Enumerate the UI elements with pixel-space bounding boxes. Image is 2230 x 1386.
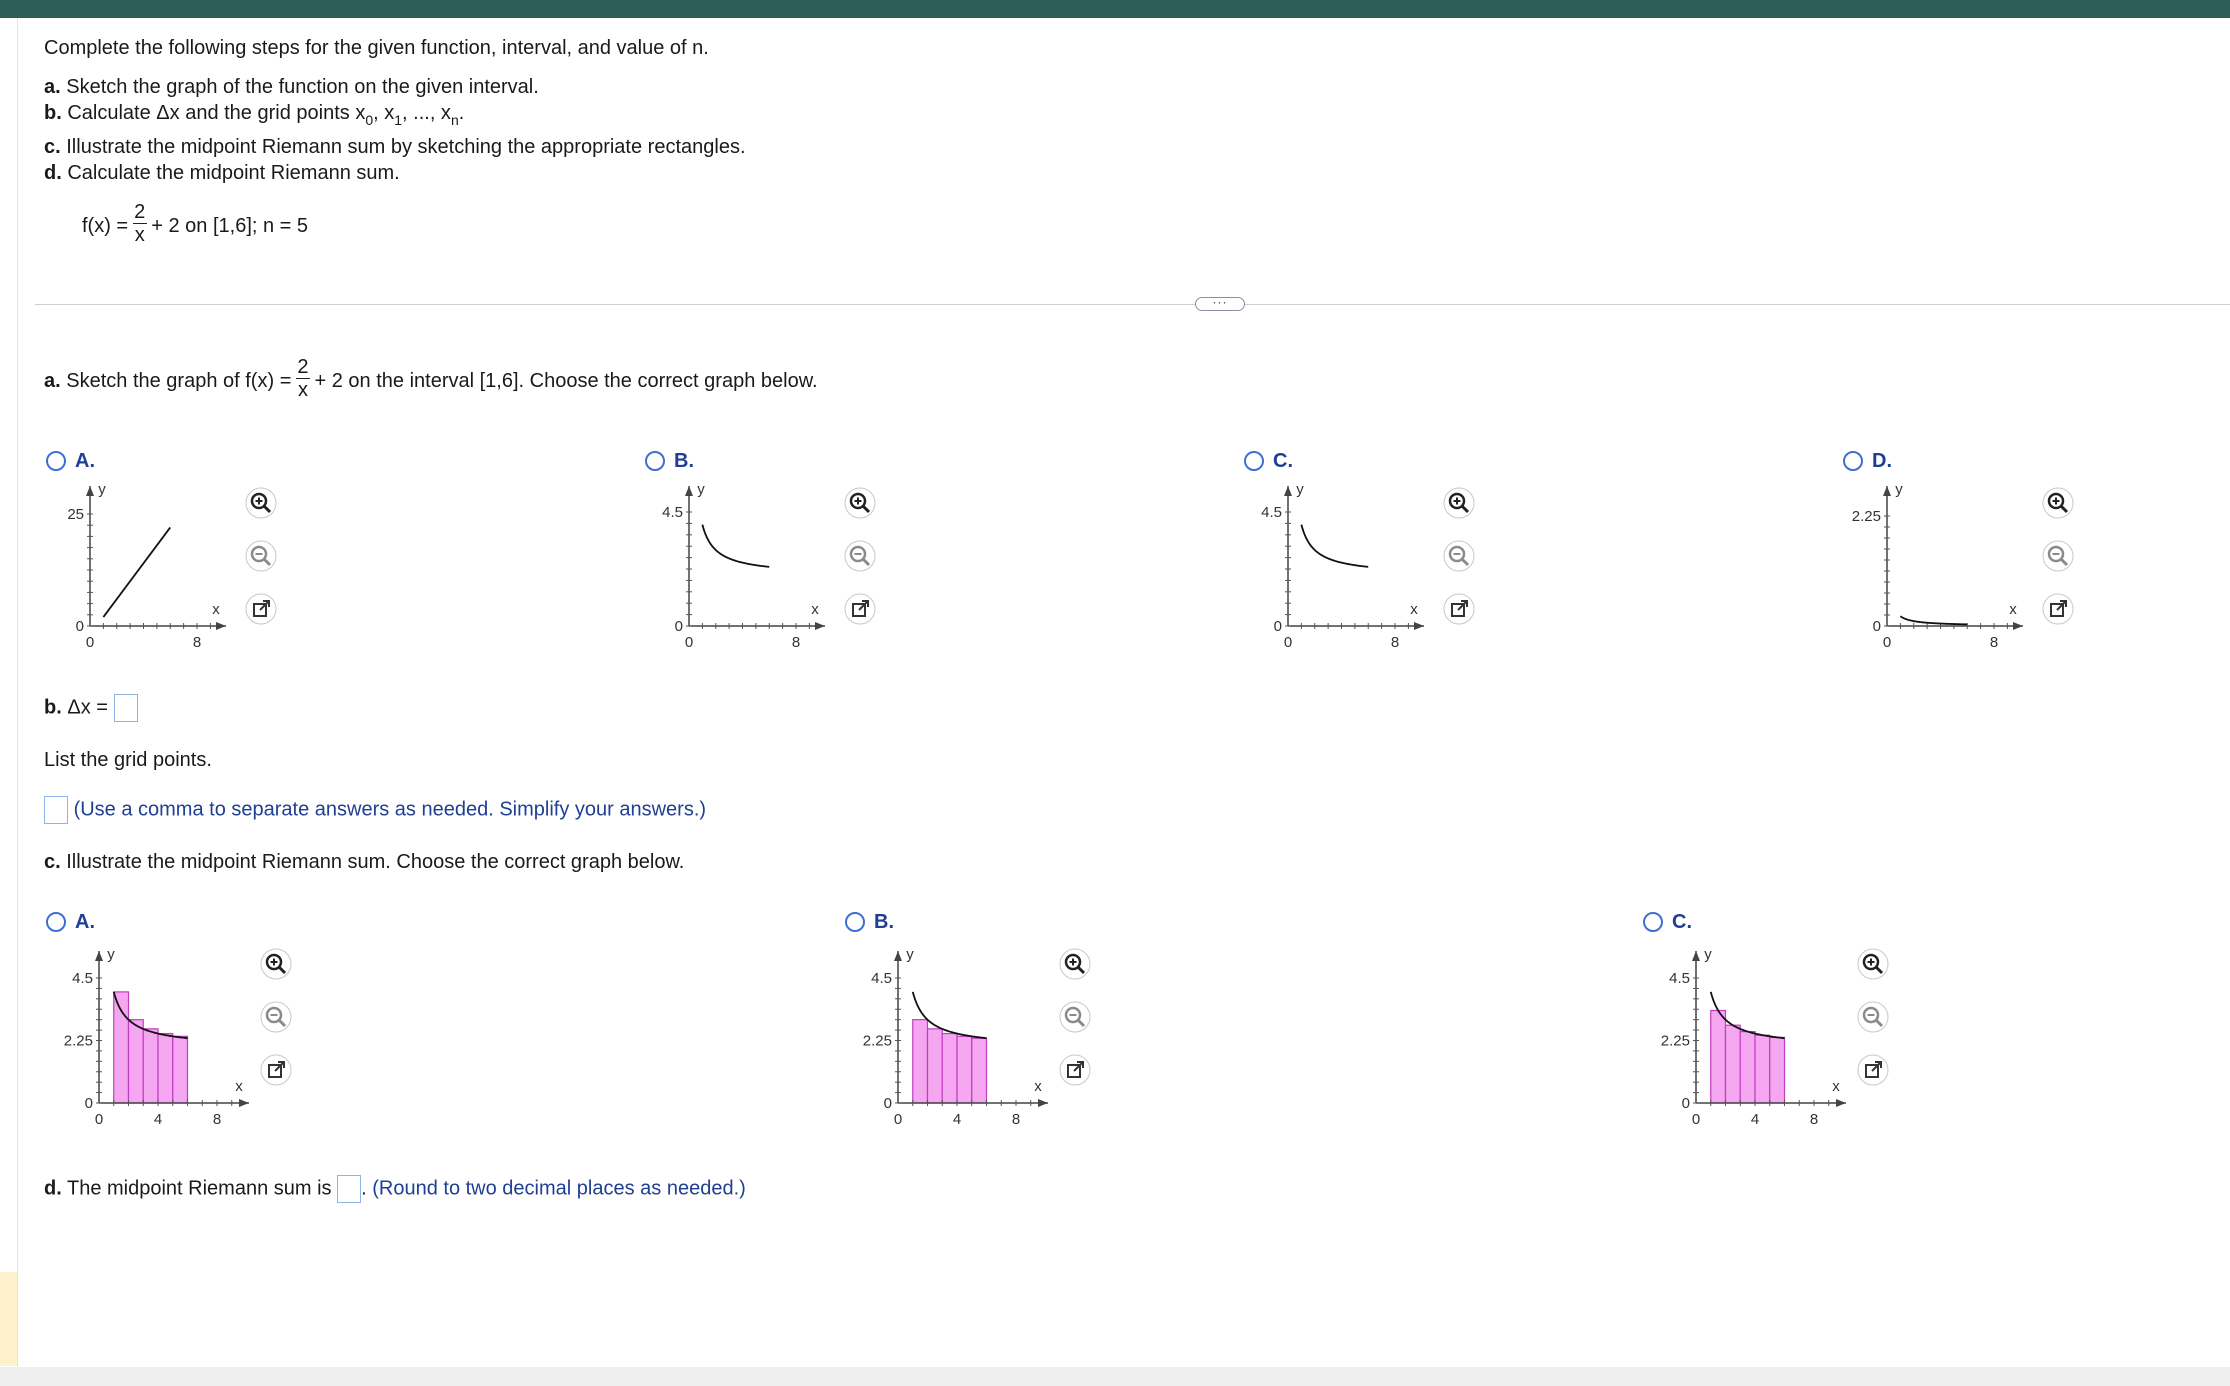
option-label-a: B. [674,450,694,472]
y-tick-label-zero: 0 [1681,1095,1690,1112]
riemann-rectangle [129,1020,144,1103]
zoom-in-icon[interactable] [2041,486,2075,520]
zoom-out-icon[interactable] [244,539,278,573]
grid-points-input[interactable] [44,796,68,824]
option-label-c: A. [75,911,95,933]
x-tick-label-zero: 0 [94,1111,104,1128]
zoom-in-icon[interactable] [843,486,877,520]
y-tick-label-zero: 0 [75,618,84,635]
riemann-rectangle [1726,1025,1741,1103]
y-tick-label-zero: 0 [84,1095,93,1112]
left-rail-highlight [0,1272,17,1366]
riemann-sum-input[interactable] [337,1175,361,1203]
y-axis-label: y [906,946,914,963]
riemann-rectangle [928,1029,943,1103]
y-tick-label-top: 4.5 [1261,504,1282,521]
grid-points-row [44,796,706,824]
x-axis-label: x [235,1078,243,1095]
x-tick-label-zero: 0 [1882,634,1892,651]
graph-c-b [825,945,1065,1135]
part-a-prompt: a. Sketch the graph of f(x) = $\frac{2}{x}$ + 2 on the interval [1,6]. Choose the correct graph below. [44,356,818,401]
popout-icon[interactable] [1058,1053,1092,1087]
step-c: c. Illustrate the midpoint Riemann sum by sketching the appropriate rectangles. [44,136,746,158]
part-a-fraction: $\frac{2}{x}$ [297,356,309,401]
instructions-intro: Complete the following steps for the given function, interval, and value of n. [44,37,709,59]
riemann-sum-hint: (Round to two decimal places as needed.) [372,1177,746,1200]
radio-a-b[interactable] [645,451,665,471]
grid-points-label: List the grid points. [44,749,212,771]
popout-icon[interactable] [2041,592,2075,626]
x-tick-label-zero: 0 [1283,634,1293,651]
y-tick-label-top: 4.5 [662,504,683,521]
option-label-c: B. [874,911,894,933]
riemann-rectangle [1740,1032,1755,1103]
zoom-in-icon[interactable] [244,486,278,520]
left-rail [0,18,18,1368]
radio-c-c[interactable] [1643,912,1663,932]
x-tick-label-max: 8 [1989,634,1999,651]
zoom-in-icon[interactable] [1856,947,1890,981]
part-b-delta: b. Δx = [44,694,138,722]
graph-a-a [16,480,246,660]
y-tick-label-top: 4.5 [1669,970,1690,987]
riemann-rectangle [143,1029,158,1103]
graph-a-c [1214,480,1444,660]
y-tick-label-zero: 0 [1872,618,1881,635]
y-axis-label: y [1704,946,1712,963]
y-tick-label-top: 4.5 [72,970,93,987]
function-definition: f(x) = $\frac{2}{x}$ + 2 on [1,6]; n = 5 [82,201,309,246]
x-axis-label: x [1034,1078,1042,1095]
x-tick-label-max: 8 [1011,1111,1021,1128]
y-tick-label-mid: 2.25 [1660,1032,1690,1050]
y-axis-label: y [107,946,115,963]
top-banner [0,0,2230,18]
x-tick-label-zero: 0 [893,1111,903,1128]
step-d: d. Calculate the midpoint Riemann sum. [44,162,400,184]
x-tick-label-zero: 0 [1691,1111,1701,1128]
radio-c-a[interactable] [46,912,66,932]
riemann-rectangle [1755,1035,1770,1103]
y-tick-label-zero: 0 [674,618,683,635]
zoom-in-icon[interactable] [1442,486,1476,520]
riemann-rectangle [957,1036,972,1103]
section-divider [35,304,2230,305]
function-curve [1900,616,1967,624]
step-b: b. Calculate Δx and the grid points $x_0$, $x_1$, ..., $x_n$. [44,102,465,128]
y-tick-label-top: 2.25 [1851,508,1881,525]
zoom-in-icon[interactable] [1058,947,1092,981]
graph-c-c [1623,945,1863,1135]
delta-x-input[interactable] [114,694,138,722]
popout-icon[interactable] [1856,1053,1890,1087]
zoom-in-icon[interactable] [259,947,293,981]
x-axis-label: x [212,601,220,618]
part-d-row: d. The midpoint Riemann sum is . (Round to two decimal places as needed.) [44,1175,746,1203]
y-tick-label-top: 4.5 [871,970,892,987]
radio-a-d[interactable] [1843,451,1863,471]
y-tick-label-mid: 2.25 [862,1032,892,1050]
zoom-out-icon[interactable] [843,539,877,573]
zoom-out-icon[interactable] [1856,1000,1890,1034]
zoom-out-icon[interactable] [259,1000,293,1034]
riemann-rectangle [972,1038,987,1103]
x-tick-label-mid: 4 [153,1111,163,1128]
y-tick-label-top: 25 [67,506,84,523]
bottom-bar [0,1367,2230,1386]
option-label-a: D. [1872,450,1892,472]
function-fraction: $\frac{2}{x}$ [134,201,146,246]
option-label-a: A. [75,450,95,472]
riemann-rectangle [913,1020,928,1103]
popout-icon[interactable] [244,592,278,626]
y-axis-label: y [1895,481,1903,498]
step-a: a. Sketch the graph of the function on the given interval. [44,76,539,98]
riemann-rectangle [173,1036,188,1103]
x-tick-label-max: 8 [791,634,801,651]
y-tick-label-zero: 0 [1273,618,1282,635]
graph-c-a [26,945,266,1135]
popout-icon[interactable] [259,1053,293,1087]
x-tick-label-mid: 4 [952,1111,962,1128]
x-tick-label-zero: 0 [684,634,694,651]
popout-icon[interactable] [843,592,877,626]
y-axis-label: y [697,481,705,498]
expand-button[interactable]: ··· [1195,297,1245,311]
x-tick-label-max: 8 [1390,634,1400,651]
x-tick-label-zero: 0 [85,634,95,651]
x-axis-label: x [1410,601,1418,618]
radio-a-c[interactable] [1244,451,1264,471]
zoom-out-icon[interactable] [1442,539,1476,573]
x-tick-label-max: 8 [192,634,202,651]
option-label-a: C. [1273,450,1293,472]
popout-icon[interactable] [1442,592,1476,626]
x-axis-label: x [1832,1078,1840,1095]
zoom-out-icon[interactable] [1058,1000,1092,1034]
riemann-rectangle [158,1034,173,1103]
x-axis-label: x [811,601,819,618]
x-tick-label-max: 8 [1809,1111,1819,1128]
option-label-c: C. [1672,911,1692,933]
riemann-rectangle [1770,1037,1785,1103]
x-tick-label-max: 8 [212,1111,222,1128]
x-axis-label: x [2009,601,2017,618]
y-axis-label: y [98,481,106,498]
riemann-rectangle [942,1034,957,1103]
riemann-rectangle [114,992,129,1103]
function-curve [103,527,170,617]
x-tick-label-mid: 4 [1750,1111,1760,1128]
part-c-prompt: c. Illustrate the midpoint Riemann sum. Choose the correct graph below. [44,851,685,873]
radio-c-b[interactable] [845,912,865,932]
y-tick-label-mid: 2.25 [63,1032,93,1050]
graph-a-b [615,480,845,660]
graph-a-d [1813,480,2043,660]
y-tick-label-zero: 0 [883,1095,892,1112]
function-curve [1301,525,1368,567]
radio-a-a[interactable] [46,451,66,471]
grid-points-hint: (Use a comma to separate answers as needed. Simplify your answers.) [73,798,707,821]
zoom-out-icon[interactable] [2041,539,2075,573]
riemann-rectangle [1711,1011,1726,1104]
y-axis-label: y [1296,481,1304,498]
function-curve [702,525,769,567]
